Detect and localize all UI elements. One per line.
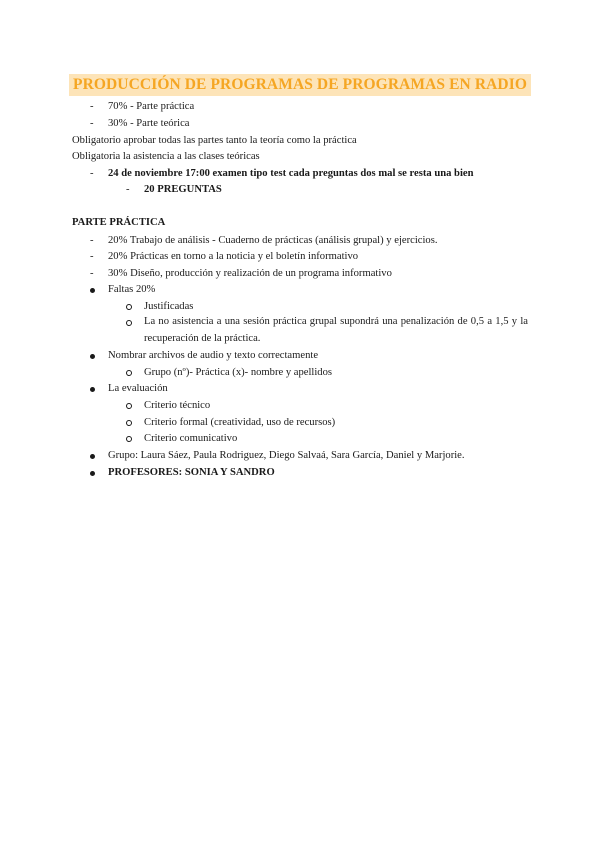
naming-sub-item: Grupo (nº)- Práctica (x)- nombre y apellidos: [144, 367, 333, 378]
practical-item: 20% Prácticas en torno a la noticia y el boletín informativo: [108, 251, 359, 262]
faltas-sub-item: Justificadas: [144, 301, 194, 312]
obligation-line: Obligatoria la asistencia a las clases teóricas: [72, 151, 260, 162]
bullet-icon: [90, 387, 95, 392]
bullet-icon: [90, 454, 95, 459]
evaluation-sub-item: Criterio formal (creatividad, uso de recursos): [144, 417, 336, 428]
group-item: Grupo: Laura Sáez, Paula Rodriguez, Diego Salvaá, Sara García, Daniel y Marjorie.: [108, 450, 465, 461]
practical-heading: PARTE PRÁCTICA: [72, 217, 166, 228]
dash-marker: -: [90, 251, 94, 262]
evaluation-sub-item: Criterio técnico: [144, 400, 211, 411]
dash-marker: -: [90, 101, 94, 112]
practical-item: 20% Trabajo de análisis - Cuaderno de prácticas (análisis grupal) y ejercicios.: [108, 235, 438, 246]
practical-item: 30% Diseño, producción y realización de un programa informativo: [108, 268, 392, 279]
faltas-item: Faltas 20%: [108, 284, 156, 295]
title-container: [0, 74, 600, 96]
naming-item: Nombrar archivos de audio y texto correctamente: [108, 350, 319, 361]
circle-bullet-icon: [126, 436, 132, 442]
document-title: PRODUCCIÓN DE PROGRAMAS DE PROGRAMAS EN RADIO: [69, 74, 531, 96]
circle-bullet-icon: [126, 403, 132, 409]
circle-bullet-icon: [126, 420, 132, 426]
circle-bullet-icon: [126, 320, 132, 326]
evaluation-sub-item: Criterio comunicativo: [144, 433, 238, 444]
circle-bullet-icon: [126, 370, 132, 376]
dash-marker: -: [90, 168, 94, 179]
bullet-icon: [90, 354, 95, 359]
grading-item: 30% - Parte teórica: [108, 118, 190, 129]
circle-bullet-icon: [126, 304, 132, 310]
dash-marker: -: [90, 118, 94, 129]
dash-marker: -: [90, 268, 94, 279]
evaluation-item: La evaluación: [108, 383, 168, 394]
dash-marker: -: [90, 235, 94, 246]
teachers-item: PROFESORES: SONIA Y SANDRO: [108, 467, 275, 478]
obligation-line: Obligatorio aprobar todas las partes tanto la teoría como la práctica: [72, 135, 357, 146]
bullet-icon: [90, 288, 95, 293]
exam-note: 24 de noviembre 17:00 examen tipo test cada preguntas dos mal se resta una bien: [108, 168, 474, 179]
bullet-icon: [90, 471, 95, 476]
grading-item: 70% - Parte práctica: [108, 101, 195, 112]
exam-questions: 20 PREGUNTAS: [144, 184, 222, 195]
dash-marker: -: [126, 184, 130, 195]
faltas-sub-paragraph: La no asistencia a una sesión práctica grupal supondrá una penalización de 0,5 a 1,5 y la recuperación de la práctica.: [144, 316, 528, 344]
